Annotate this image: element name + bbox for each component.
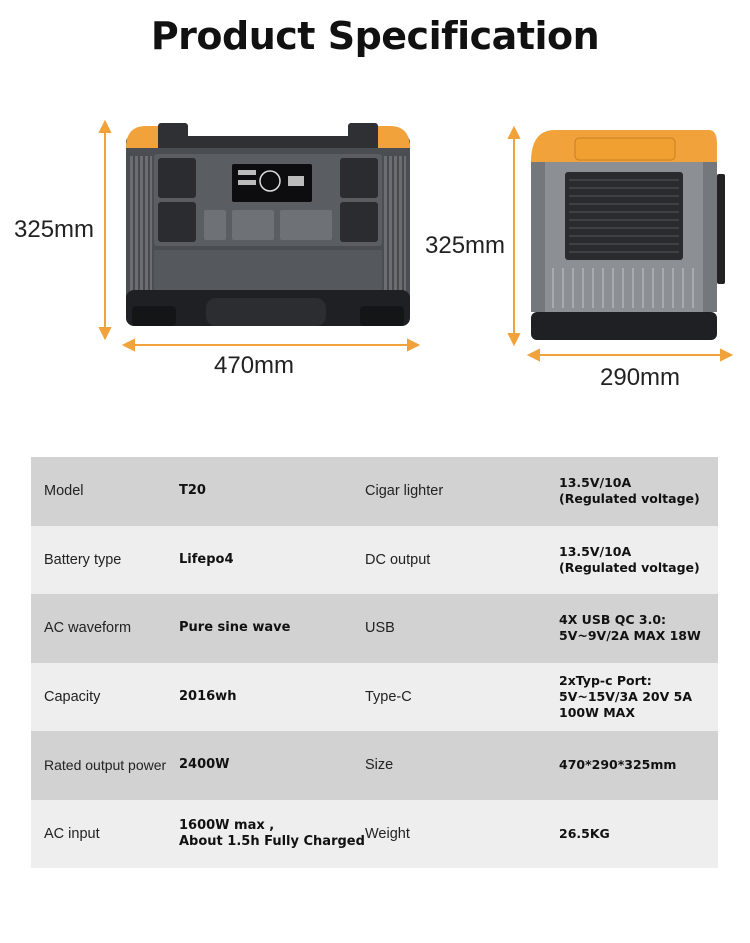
spec-label: Cigar lighter (365, 483, 444, 500)
front-height-arrow (100, 122, 110, 338)
spec-label: Rated output power (44, 757, 167, 774)
spec-label: Capacity (44, 688, 101, 705)
spec-value: 2xTyp-c Port: 5V~15V/3A 20V 5A 100W MAX (559, 672, 692, 720)
spec-row-capacity (31, 663, 718, 732)
product-front-image (96, 118, 426, 353)
side-height-arrow (509, 128, 519, 344)
spec-label: Model (44, 483, 84, 500)
spec-value: 470*290*325mm (559, 757, 677, 773)
spec-row-ac-waveform (31, 594, 718, 663)
spec-value: 2400W (179, 757, 230, 773)
spec-label: AC waveform (44, 620, 132, 637)
spec-label: Type-C (365, 688, 412, 705)
spec-label: DC output (365, 551, 431, 568)
spec-label: Size (365, 757, 394, 774)
spec-value: 2016wh (179, 688, 237, 704)
spec-value: 26.5KG (559, 825, 610, 841)
spec-value: 13.5V/10A (Regulated voltage) (559, 543, 700, 575)
spec-value: Lifepo4 (179, 551, 234, 567)
side-height-label: 325mm (425, 232, 506, 259)
spec-label: USB (365, 620, 395, 637)
spec-value: T20 (179, 483, 206, 499)
front-width-arrow (124, 340, 418, 350)
spec-value: 13.5V/10A (Regulated voltage) (559, 475, 700, 507)
front-height-label: 325mm (14, 216, 95, 243)
spec-label: Battery type (44, 551, 122, 568)
side-depth-arrow (529, 350, 731, 360)
spec-value: 1600W max , About 1.5h Fully Charged (179, 817, 365, 849)
spec-label: AC input (44, 825, 100, 842)
page-title: Product Specification (150, 14, 600, 58)
spec-value: 4X USB QC 3.0: 5V~9V/2A MAX 18W (559, 612, 701, 644)
spec-row-model (31, 457, 718, 526)
spec-table (31, 457, 718, 868)
spec-row-ac-input (31, 800, 718, 869)
spec-row-rated-output (31, 731, 718, 800)
spec-row-battery-type (31, 526, 718, 595)
spec-label: Weight (365, 825, 410, 842)
spec-value: Pure sine wave (179, 620, 291, 636)
side-depth-label: 290mm (600, 364, 681, 391)
product-side-image (505, 124, 735, 364)
front-width-label: 470mm (214, 352, 295, 379)
